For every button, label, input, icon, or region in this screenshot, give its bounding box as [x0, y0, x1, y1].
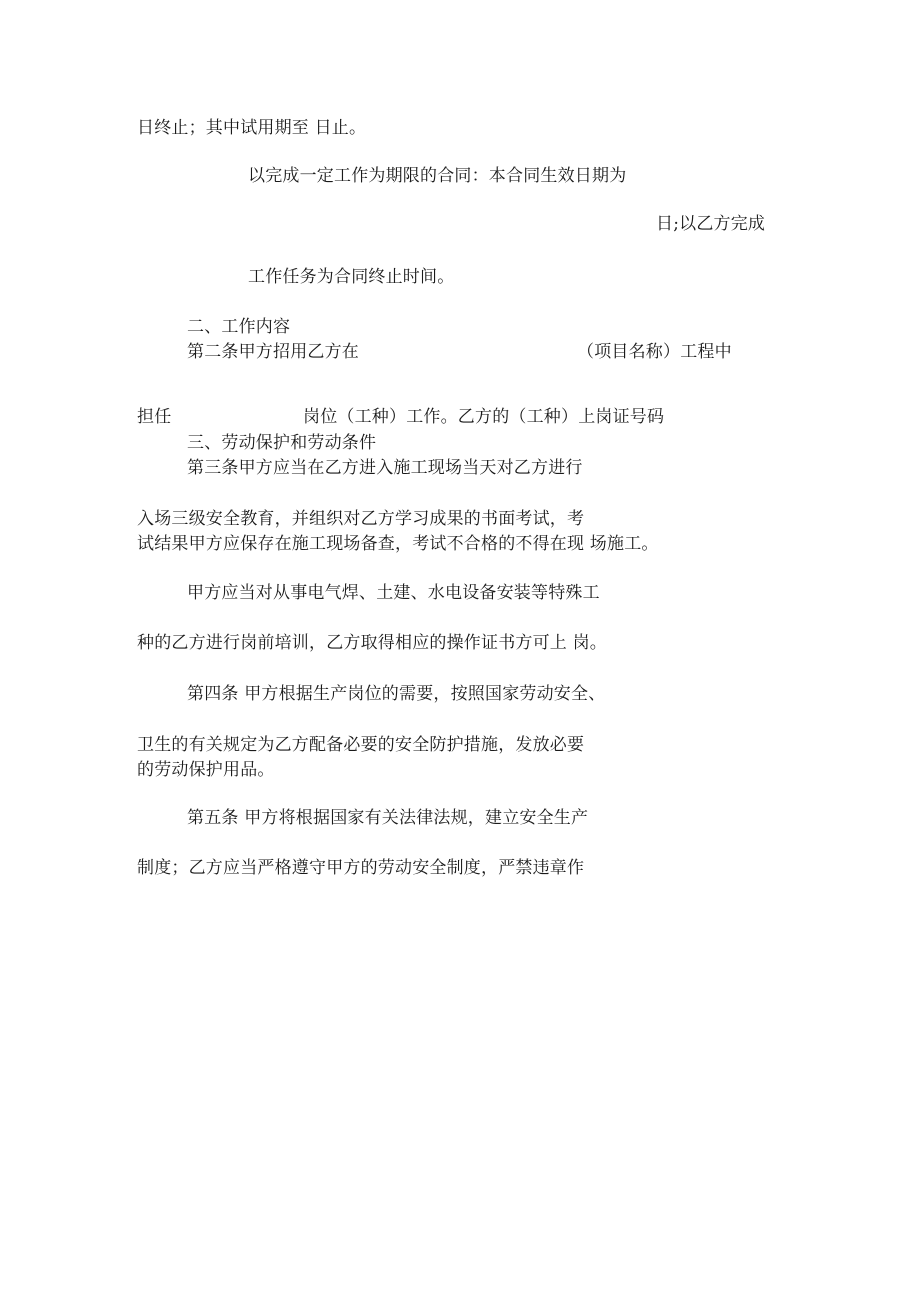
text-line-trial-period: 日终止；其中试用期至 日止。	[137, 118, 367, 138]
section-heading-labor-protection: 三、劳动保护和劳动条件	[187, 433, 377, 453]
text-line-task-contract: 以完成一定工作为期限的合同：本合同生效日期为	[248, 166, 627, 186]
section-heading-work-content: 二、工作内容	[187, 317, 291, 337]
text-line-safety-education: 入场三级安全教育，并组织对乙方学习成果的书面考试，考	[137, 509, 585, 529]
text-line-article-5: 第五条 甲方将根据国家有关法律法规，建立安全生产	[187, 808, 589, 828]
text-line-safety-system: 制度；乙方应当严格遵守甲方的劳动安全制度，严禁违章作	[137, 858, 585, 878]
text-line-completion-date: 日;以乙方完成	[656, 214, 766, 234]
text-line-article-3: 第三条甲方应当在乙方进入施工现场当天对乙方进行	[187, 458, 583, 478]
text-line-article-4: 第四条 甲方根据生产岗位的需要，按照国家劳动安全、	[187, 684, 606, 704]
text-line-protective-measures: 卫生的有关规定为乙方配备必要的安全防护措施，发放必要	[137, 735, 585, 755]
text-line-exam-results: 试结果甲方应保存在施工现场备查，考试不合格的不得在现 场施工。	[137, 534, 659, 554]
text-line-assume: 担任	[137, 407, 172, 427]
text-line-special-work: 甲方应当对从事电气焊、土建、水电设备安装等特殊工	[187, 583, 600, 603]
text-line-termination-time: 工作任务为合同终止时间。	[248, 267, 455, 287]
text-line-project-name: （项目名称）工程中	[577, 342, 732, 362]
text-line-article-2-start: 第二条甲方招用乙方在	[187, 342, 359, 362]
text-line-post-work-type: 岗位（工种）工作。乙方的（工种）上岗证号码	[303, 407, 665, 427]
text-line-protective-supplies: 的劳动保护用品。	[137, 760, 275, 780]
text-line-pre-job-training: 种的乙方进行岗前培训，乙方取得相应的操作证书方可上 岗。	[137, 633, 608, 653]
